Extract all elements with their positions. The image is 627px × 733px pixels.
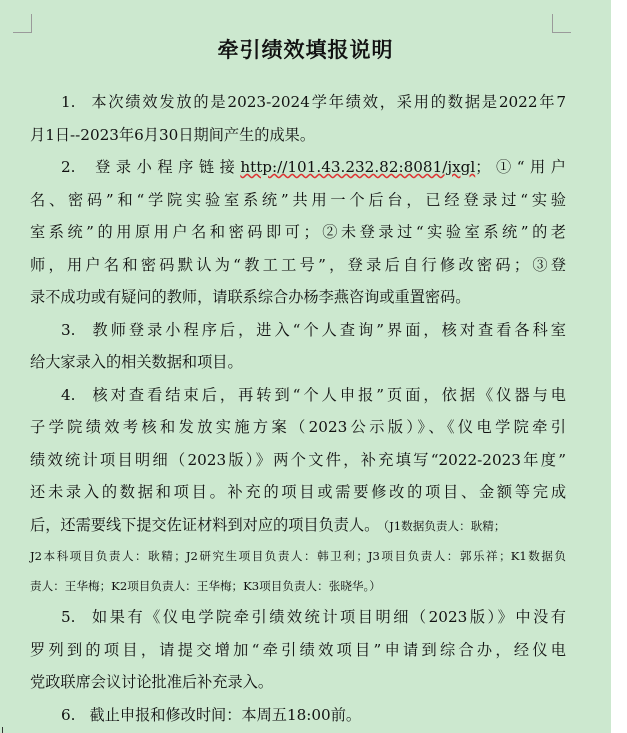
paragraph-6-line-1: 6. 截止申报和修改时间：本周五18:00前。: [61, 705, 362, 724]
window-edge: [611, 0, 627, 733]
paragraph-4-line-2: 子学院绩效考核和发放实施方案（2023公示版）》、《仪电学院牵引: [30, 418, 566, 436]
paragraph-3-line-2: 给大家录入的相关数据和项目。: [30, 353, 243, 371]
paragraph-4-line-4: 还未录入的数据和项目。补充的项目或需要修改的项目、金额等完成: [30, 483, 566, 501]
margin-corner-top-left: [13, 14, 32, 33]
note-lead: （J1数据负责人：耿精；: [383, 518, 506, 533]
paragraph-4-note-line-2: 责人：王华梅；K2项目负责人：王华梅；K3项目负责人：张晓华。）: [30, 579, 381, 593]
paragraph-4-line-1: 4. 核对查看结束后，再转到“个人申报”页面，依据《仪器与电: [61, 385, 566, 404]
paragraph-1-line-1: 1. 本次绩效发放的是2023-2024学年绩效，采用的数据是2022年7: [61, 93, 566, 111]
paragraph-4-note-line-1: J2本科项目负责人：耿精；J2研究生项目负责人：韩卫利；J3项目负责人：郭乐祥；K1数据负: [30, 549, 566, 563]
paragraph-4-line-5: 后，还需要线下提交佐证材料到对应的项目负责人。 （J1数据负责人：耿精；: [30, 515, 506, 534]
text-cursor: [2, 727, 11, 733]
program-link[interactable]: http://101.43.232.82:8081/jxgl: [240, 158, 476, 176]
margin-corner-top-right: [552, 14, 571, 33]
page-title: 牵引绩效填报说明: [217, 38, 394, 62]
paragraph-2-line-1: 2. 登录小程序链接http://101.43.232.82:8081/jxgl；①“用户: [61, 158, 566, 176]
document-body: [30, 86, 566, 731]
paragraph-2-line-2: 名、密码”和“学院实验室系统”共用一个后台，已经登录过“实验: [30, 190, 566, 209]
paragraph-2-line-5: 录不成功或有疑问的教师，请联系综合办杨李燕咨询或重置密码。: [30, 288, 471, 306]
paragraph-2-line-4: 师，用户名和密码默认为“教工工号”，登录后自行修改密码；③登: [30, 255, 566, 274]
paragraph-4-line-3: 绩效统计项目明细（2023版）》两个文件，补充填写“2022-2023年度”: [30, 450, 566, 469]
paragraph-1-line-2: 月1日--2023年6月30日期间产生的成果。: [30, 125, 316, 144]
paragraph-5-line-3: 党政联席会议讨论批准后补充录入。: [30, 673, 273, 691]
paragraph-5-line-2: 罗列到的项目，请提交增加“牵引绩效项目”申请到综合办，经仪电: [30, 640, 566, 659]
paragraph-2-line-3: 室系统”的用原用户名和密码即可；②未登录过“实验室系统”的老: [30, 223, 566, 241]
paragraph-5-line-1: 5. 如果有《仪电学院牵引绩效统计项目明细（2023版）》中没有: [61, 608, 566, 626]
paragraph-3-line-1: 3. 教师登录小程序后，进入“个人查询”界面，核对查看各科室: [61, 320, 566, 339]
